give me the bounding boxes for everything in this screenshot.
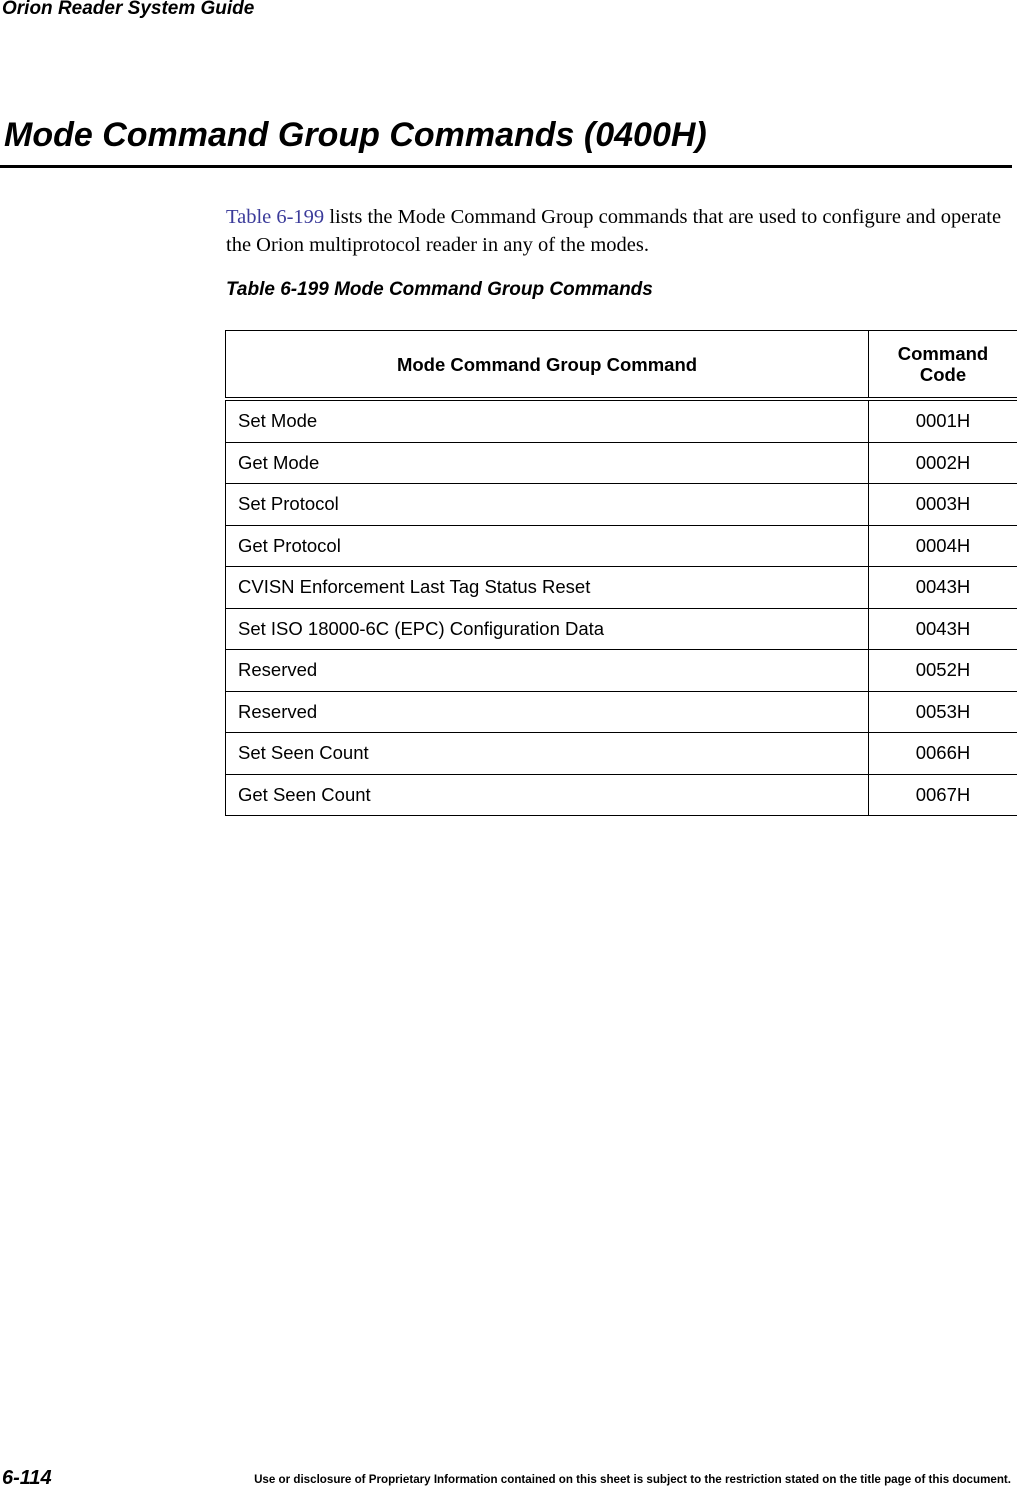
command-code-cell: 0066H [869, 733, 1017, 775]
command-name-cell: Set Mode [226, 399, 869, 442]
table-row [226, 733, 1017, 775]
title-rule [0, 165, 1012, 168]
table-row [226, 399, 1017, 442]
table-cross-reference-link[interactable]: Table 6-199 [226, 206, 325, 228]
command-name-cell: Get Mode [226, 442, 869, 484]
command-name-cell: Get Protocol [226, 525, 869, 567]
page-title: Mode Command Group Commands (0400H) [4, 116, 707, 154]
command-code-cell: 0053H [869, 691, 1017, 733]
command-code-cell: 0067H [869, 774, 1017, 816]
command-code-cell: 0003H [869, 484, 1017, 526]
command-code-cell: 0052H [869, 650, 1017, 692]
table-row [226, 774, 1017, 816]
mode-command-table [225, 330, 1017, 816]
command-name-cell: Reserved [226, 650, 869, 692]
command-name-cell: CVISN Enforcement Last Tag Status Reset [226, 567, 869, 609]
table-row [226, 525, 1017, 567]
table-header-row [226, 331, 1017, 400]
command-name-cell: Get Seen Count [226, 774, 869, 816]
command-name-cell: Set Protocol [226, 484, 869, 526]
table-row [226, 608, 1017, 650]
command-code-cell: 0002H [869, 442, 1017, 484]
column-header-command: Mode Command Group Command [226, 331, 869, 400]
table-row [226, 567, 1017, 609]
command-name-cell: Set Seen Count [226, 733, 869, 775]
command-code-cell: 0043H [869, 567, 1017, 609]
command-name-cell: Set ISO 18000-6C (EPC) Configuration Data [226, 608, 869, 650]
table-row [226, 442, 1017, 484]
table-caption: Table 6-199 Mode Command Group Commands [226, 279, 653, 300]
intro-text: lists the Mode Command Group commands that are used to configure and operate the Orion multiprotocol reader in any of the modes. [226, 206, 1002, 256]
intro-paragraph [226, 203, 1016, 259]
command-code-cell: 0043H [869, 608, 1017, 650]
running-header: Orion Reader System Guide [2, 0, 255, 19]
table-row [226, 650, 1017, 692]
table-row [226, 484, 1017, 526]
proprietary-notice: Use or disclosure of Proprietary Information contained on this sheet is subject to the restriction stated on the title page of this document. [254, 1473, 1011, 1486]
column-header-code: Command Code [869, 331, 1017, 400]
page-number: 6-114 [2, 1467, 52, 1489]
command-code-cell: 0004H [869, 525, 1017, 567]
table-row [226, 691, 1017, 733]
command-name-cell: Reserved [226, 691, 869, 733]
command-code-cell: 0001H [869, 399, 1017, 442]
